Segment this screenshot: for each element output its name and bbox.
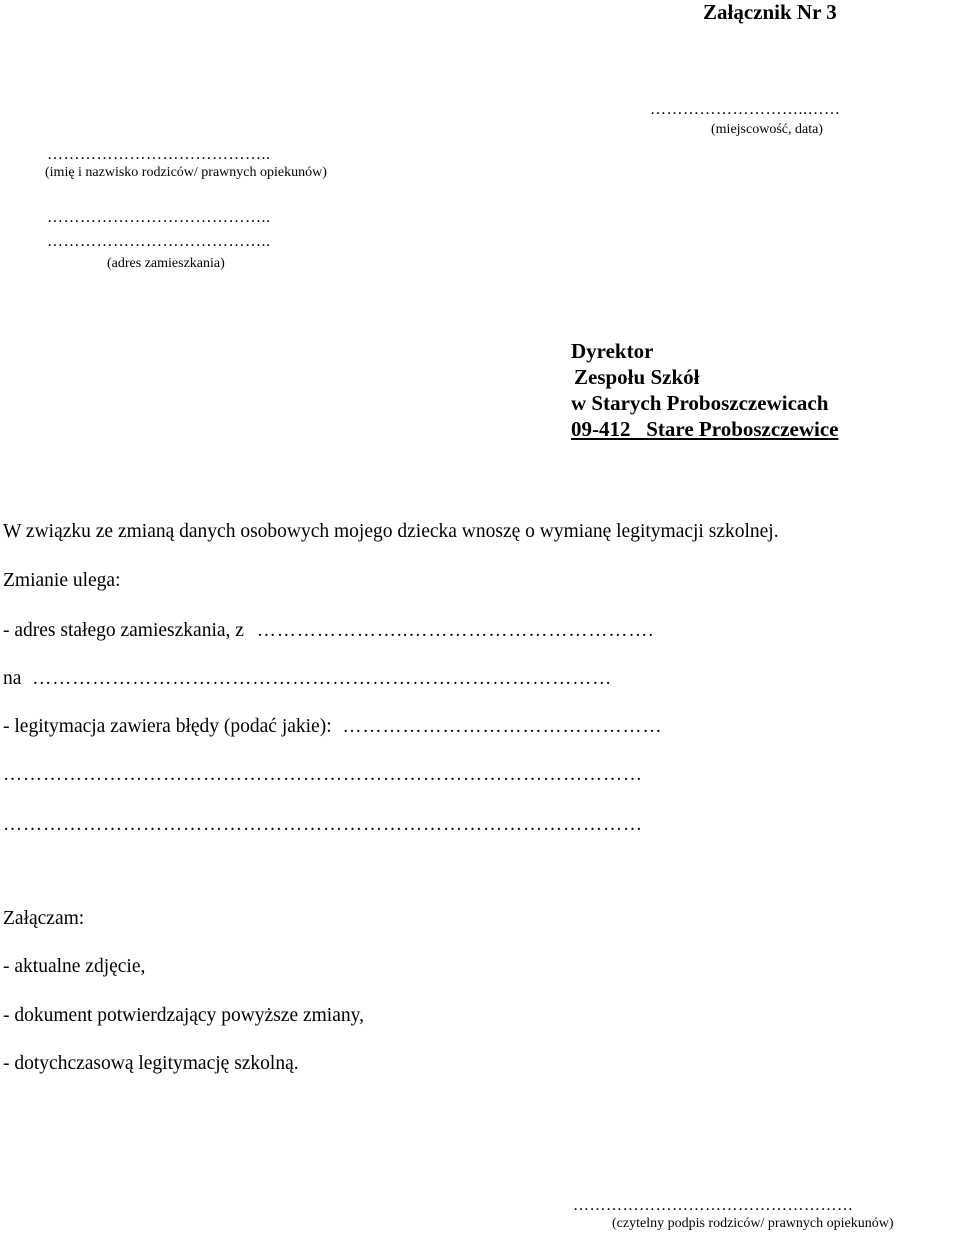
recipient-town: w Starych Proboszczewicach: [571, 391, 829, 415]
errors-dots-2: ……………………………………………………………………………………: [3, 764, 643, 785]
errors-dots-1: …………………………………………: [342, 716, 663, 737]
sender-name-dots: …………………………………..: [47, 146, 271, 163]
changes-intro: Zmianie ulega:: [3, 570, 121, 591]
errors-label: - legitymacja zawiera błędy (podać jakie):: [3, 716, 332, 737]
attachment-item-photo: - aktualne zdjęcie,: [3, 956, 146, 977]
attachments-intro: Załączam:: [3, 908, 85, 929]
address-change-row: [3, 620, 654, 642]
recipient-postal-address: 09-412 Stare Proboszczewice: [571, 417, 839, 441]
address-change-label: - adres stałego zamieszkania, z: [3, 620, 244, 641]
request-text: W związku ze zmianą danych osobowych mojego dziecka wnoszę o wymianę legitymacji szkolnej.: [3, 521, 779, 542]
address-to-row: [3, 668, 612, 690]
address-to-label: na: [3, 668, 22, 689]
sender-address-dots-2: …………………………………..: [47, 233, 271, 250]
sender-name-caption: (imię i nazwisko rodziców/ prawnych opiekunów): [45, 165, 327, 180]
address-to-dots: ……………………………………………………………………………: [32, 668, 613, 689]
recipient-school: Zespołu Szkół: [574, 365, 700, 389]
annex-title: Załącznik Nr 3: [703, 0, 837, 24]
recipient-title: Dyrektor: [571, 339, 654, 363]
attachment-item-document: - dokument potwierdzający powyższe zmiany,: [3, 1005, 364, 1026]
recipient-block: [571, 338, 838, 442]
attachment-item-old-id: - dotychczasową legitymację szkolną.: [3, 1053, 299, 1074]
signature-dots: ……………………………………………: [573, 1197, 854, 1214]
sender-address-caption: (adres zamieszkania): [107, 256, 225, 271]
errors-row: [3, 716, 663, 738]
signature-caption: (czytelny podpis rodziców/ prawnych opiekunów): [612, 1216, 894, 1231]
errors-dots-3: ……………………………………………………………………………………: [3, 814, 643, 835]
sender-address-dots-1: …………………………………..: [47, 209, 271, 226]
place-date-caption: (miejscowość, data): [711, 122, 823, 137]
address-change-dots: …………………..……………………………….: [256, 620, 655, 641]
place-date-dots: ………………………..……: [650, 101, 841, 118]
